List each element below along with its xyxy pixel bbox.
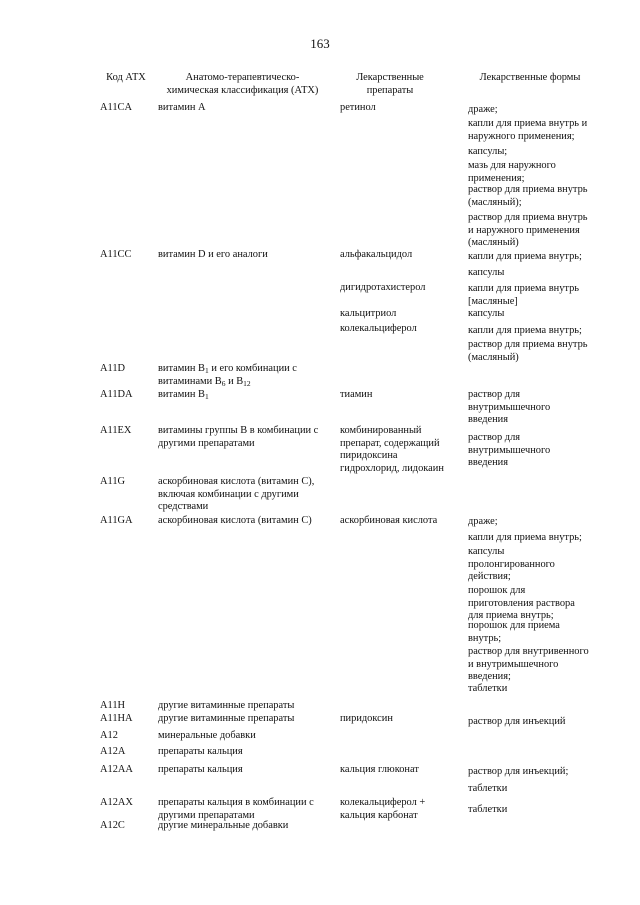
drug-name-line: пиридоксина (340, 450, 398, 462)
atc-classification-line: другие минеральные добавки (158, 820, 289, 831)
atc-code: A11CA (100, 102, 132, 113)
dosage-form-line: и наружного применения (468, 224, 580, 236)
dosage-form-line: раствор для инъекций; (468, 766, 569, 777)
atc-classification-line: витамин А (158, 102, 206, 113)
drug-name (340, 764, 419, 777)
atc-classification-line: другими препаратами (158, 809, 255, 821)
dosage-form-line: раствор для приема внутрь (468, 212, 588, 223)
atc-classification (158, 764, 243, 777)
dosage-form-line: капсулы; (468, 146, 508, 157)
dosage-form (468, 308, 504, 321)
dosage-form-line: наружного применения; (468, 130, 575, 142)
dosage-form (468, 339, 588, 364)
atc-classification-line: витамины группы B в комбинации с (158, 425, 319, 436)
drug-name (340, 102, 376, 115)
dosage-form-line: применения; (468, 172, 525, 184)
drug-name-line: гидрохлорид, лидокаин (340, 462, 444, 474)
dosage-form-line: действия; (468, 571, 511, 583)
dosage-form-line: капли для приема внутрь; (468, 251, 582, 262)
dosage-form-line: капли для приема внутрь и (468, 118, 588, 129)
drug-name (340, 713, 393, 726)
atc-code: A11G (100, 476, 126, 487)
dosage-form (468, 160, 556, 185)
dosage-form-line: внутримышечного (468, 444, 551, 456)
atc-code: A12A (100, 746, 126, 757)
atc-classification-line: другие витаминные препараты (158, 713, 295, 724)
dosage-form-line: [масляные] (468, 295, 518, 307)
atc-classification-line: включая комбинации с другими (158, 488, 299, 500)
drug-name (340, 249, 412, 262)
dosage-form-line: раствор для приема внутрь (468, 184, 588, 195)
atc-classification (158, 820, 288, 833)
dosage-form (468, 104, 498, 117)
dosage-form-line: введения (468, 414, 509, 426)
dosage-form-line: таблетки (468, 683, 508, 694)
dosage-form (468, 325, 582, 338)
atc-code: A12 (100, 730, 118, 741)
dosage-form-line: капли для приема внутрь (468, 283, 580, 294)
dosage-form (468, 783, 507, 796)
dosage-form (468, 516, 498, 529)
drug-name-line: колекальциферол (340, 323, 417, 334)
dosage-form (468, 716, 565, 729)
dosage-form-line: введения; (468, 671, 511, 683)
dosage-form-line: таблетки (468, 783, 508, 794)
atc-code: A11CC (100, 249, 132, 260)
drug-name (340, 797, 425, 822)
dosage-form-line: раствор для (468, 432, 521, 443)
atc-classification: витамин $B_1$ и его комбинации с витаминами $B_6$ и $B_{12}$ (158, 363, 297, 388)
drug-name-line: кальцитриол (340, 308, 397, 319)
atc-classification (158, 476, 314, 514)
drug-name (340, 282, 425, 295)
dosage-form (468, 766, 568, 779)
dosage-form (468, 267, 504, 280)
atc-code: A11H (100, 700, 126, 711)
dosage-form-line: раствор для приема внутрь (468, 339, 588, 350)
dosage-form-line: мазь для наружного (468, 160, 556, 171)
dosage-form (468, 283, 579, 308)
atc-classification-line: средствами (158, 501, 209, 513)
dosage-form (468, 620, 560, 645)
atc-code: A11EX (100, 425, 132, 436)
dosage-form-line: капсулы (468, 267, 505, 278)
atc-classification (158, 515, 312, 528)
dosage-form (468, 646, 589, 684)
atc-classification-line: аскорбиновая кислота (витамин С), (158, 476, 315, 487)
atc-classification-line: минеральные добавки (158, 730, 256, 741)
dosage-form-line: введения (468, 457, 509, 469)
dosage-form (468, 683, 507, 696)
atc-classification-line: препараты кальция (158, 746, 243, 757)
dosage-form-line: для приема внутрь; (468, 610, 554, 622)
drug-name-line: препарат, содержащий (340, 437, 440, 449)
dosage-form-line: (масляный) (468, 351, 519, 363)
header-code: Код АТХ (106, 72, 146, 83)
atc-classification-line: другие витаминные препараты (158, 700, 295, 711)
dosage-form-line: капсулы (468, 308, 505, 319)
dosage-form-line: внутримышечного (468, 401, 551, 413)
drug-name-line: ретинол (340, 102, 376, 113)
drug-name (340, 515, 437, 528)
drug-name-line: кальция глюконат (340, 764, 419, 775)
dosage-form (468, 118, 587, 143)
page-number: 163 (310, 36, 330, 51)
dosage-form (468, 212, 588, 250)
dosage-form-line: раствор для внутривенного (468, 646, 589, 657)
atc-classification (158, 700, 294, 713)
drug-name-line: колекальциферол + (340, 797, 426, 808)
dosage-form-line: капсулы (468, 546, 505, 557)
atc-classification (158, 249, 268, 262)
dosage-form-line: драже; (468, 104, 498, 115)
atc-classification: витамин $B_1$ (158, 389, 209, 401)
dosage-form-line: пролонгированного (468, 558, 555, 570)
atc-classification (158, 713, 294, 726)
dosage-form-line: драже; (468, 516, 498, 527)
dosage-form-line: (масляный) (468, 237, 519, 249)
dosage-form-line: приготовления раствора (468, 597, 575, 609)
drug-name-line: пиридоксин (340, 713, 393, 724)
atc-classification (158, 102, 206, 115)
dosage-form (468, 251, 582, 264)
dosage-form-line: раствор для (468, 389, 521, 400)
atc-classification-line: аскорбиновая кислота (витамин С) (158, 515, 312, 526)
header-forms: Лекарственные формы (479, 72, 581, 83)
header-drugs: Лекарственные препараты (356, 72, 424, 96)
atc-code: A12AA (100, 764, 133, 775)
dosage-form (468, 532, 582, 545)
atc-code: A11HA (100, 713, 133, 724)
drug-name-line: альфакальцидол (340, 249, 413, 260)
dosage-form-line: порошок для приема (468, 620, 560, 631)
dosage-form-line: капли для приема внутрь; (468, 532, 582, 543)
dosage-form (468, 184, 588, 209)
drug-name (340, 323, 417, 336)
drug-name (340, 389, 372, 402)
dosage-form-line: внутрь; (468, 632, 502, 644)
dosage-form-line: и внутримышечного (468, 658, 559, 670)
dosage-form-line: раствор для инъекций (468, 716, 566, 727)
atc-classification (158, 797, 314, 822)
dosage-form (468, 804, 507, 817)
atc-classification-line: витамин D и его аналоги (158, 249, 268, 260)
dosage-form-line: (масляный); (468, 196, 522, 208)
dosage-form (468, 432, 550, 470)
atc-code: A11D (100, 363, 126, 374)
atc-classification (158, 730, 256, 743)
dosage-form-line: таблетки (468, 804, 508, 815)
dosage-form (468, 389, 550, 427)
dosage-form (468, 585, 575, 623)
drug-name-line: аскорбиновая кислота (340, 515, 438, 526)
drug-name-line: дигидротахистерол (340, 282, 426, 293)
atc-code: A11GA (100, 515, 133, 526)
drug-name-line: тиамин (340, 389, 373, 400)
dosage-form-line: капли для приема внутрь; (468, 325, 582, 336)
drug-name (340, 308, 396, 321)
drug-name (340, 425, 444, 475)
drug-name-line: кальция карбонат (340, 809, 418, 821)
atc-code: A12C (100, 820, 125, 831)
atc-classification (158, 425, 318, 450)
atc-classification (158, 746, 243, 759)
dosage-form (468, 546, 555, 584)
dosage-form-line: порошок для (468, 585, 526, 596)
atc-classification-line: другими препаратами (158, 437, 255, 449)
atc-classification-line: препараты кальция (158, 764, 243, 775)
drug-name-line: комбинированный (340, 425, 422, 436)
dosage-form (468, 146, 507, 159)
atc-code: A11DA (100, 389, 133, 400)
atc-classification-line: препараты кальция в комбинации с (158, 797, 314, 808)
header-classification: Анатомо-терапевтическо- химическая классификация (АТХ) (166, 72, 319, 96)
atc-code: A12AX (100, 797, 133, 808)
